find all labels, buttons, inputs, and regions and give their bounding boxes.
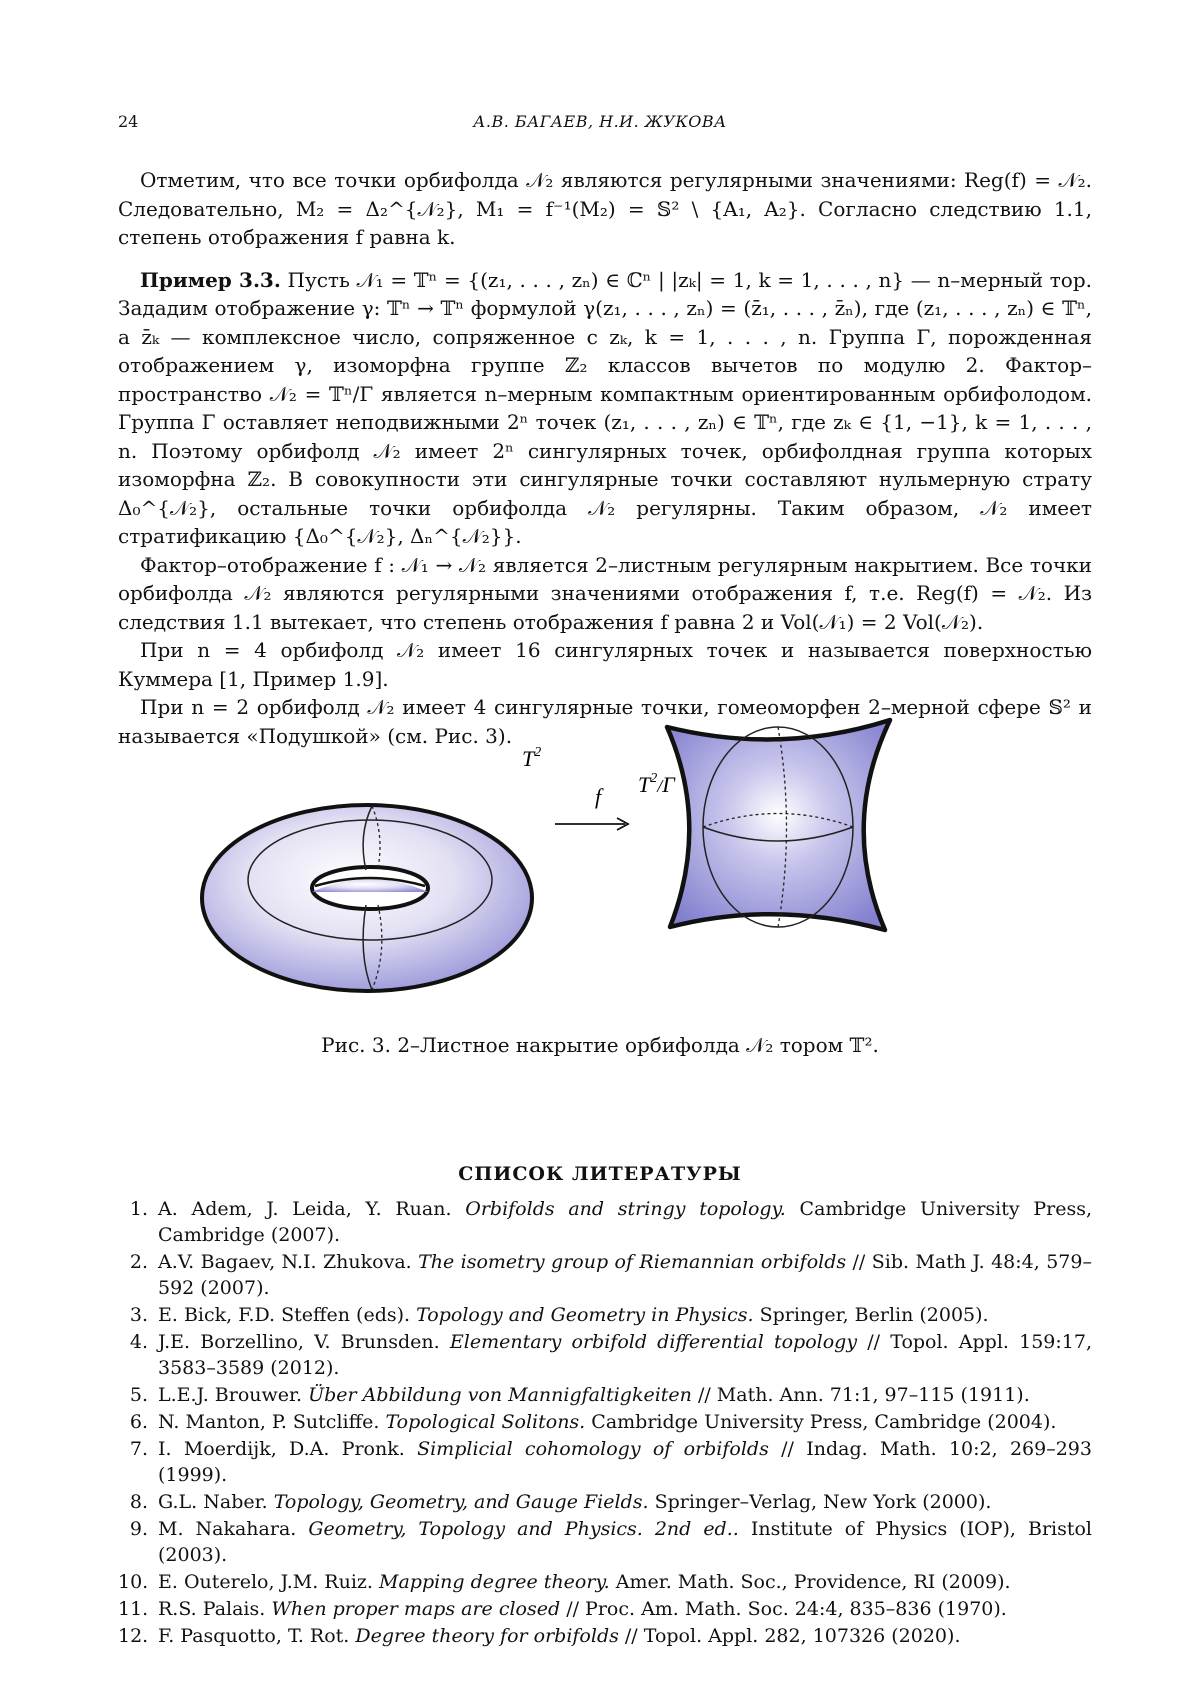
pillow-shape <box>667 720 890 930</box>
references-heading: СПИСОК ЛИТЕРАТУРЫ <box>458 1163 742 1185</box>
reference-authors: M. Nakahara. <box>158 1518 297 1540</box>
example-paragraph <box>118 266 1092 551</box>
references-list <box>118 1196 1092 1650</box>
reference-source: Amer. Math. Soc., Providence, RI (2009). <box>615 1571 1011 1593</box>
map-label: f <box>595 784 602 809</box>
reference-title: Topological Solitons. <box>385 1411 586 1433</box>
torus-shape <box>202 805 532 991</box>
reference-title: Elementary orbifold differential topology <box>449 1331 858 1353</box>
reference-authors: G.L. Naber. <box>158 1491 268 1513</box>
reference-title: Orbifolds and stringy topology. <box>465 1198 786 1220</box>
reference-number: 9. <box>129 1518 148 1540</box>
reference-number: 3. <box>129 1304 148 1326</box>
reference-number: 6. <box>129 1411 148 1433</box>
reference-title: Topology, Geometry, and Gauge Fields. <box>273 1491 649 1513</box>
reference-source: Cambridge University Press, Cambridge (2004). <box>591 1411 1057 1433</box>
torus-label: $T^2$ <box>522 745 542 771</box>
reference-source: Springer, Berlin (2005). <box>759 1304 989 1326</box>
reference-title: When proper maps are closed <box>271 1598 561 1620</box>
reference-number: 1. <box>129 1198 148 1220</box>
reference-title: Degree theory for orbifolds <box>355 1625 619 1647</box>
reference-number: 4. <box>129 1331 148 1353</box>
reference-item <box>118 1489 1092 1515</box>
reference-authors: A.V. Bagaev, N.I. Zhukova. <box>158 1251 412 1273</box>
reference-source: Springer–Verlag, New York (2000). <box>654 1491 992 1513</box>
reference-item <box>118 1409 1092 1435</box>
reference-source: // Topol. Appl. 282, 107326 (2020). <box>624 1625 961 1647</box>
map-arrow <box>555 818 628 830</box>
paragraph-3 <box>118 551 1092 637</box>
paragraph-1 <box>118 166 1092 252</box>
reference-title: Mapping degree theory. <box>379 1571 610 1593</box>
reference-authors: J.E. Borzellino, V. Brunsden. <box>158 1331 440 1353</box>
main-text <box>118 166 1092 750</box>
reference-item <box>118 1196 1092 1248</box>
reference-source: Institute of Physics (IOP), Bristol (2003). <box>158 1518 1093 1566</box>
paragraph-4-text: При n = 4 орбифолд 𝒩₂ имеет 16 сингулярных точек и называется поверхностью Куммера [1, Пример 1.9]. <box>118 638 1092 691</box>
reference-authors: E. Bick, F.D. Steffen (eds). <box>158 1304 411 1326</box>
reference-title: Topology and Geometry in Physics. <box>416 1304 754 1326</box>
reference-title: Über Abbildung von Mannigfaltigkeiten <box>308 1384 692 1406</box>
reference-item <box>118 1596 1092 1622</box>
reference-item <box>118 1569 1092 1595</box>
reference-authors: E. Outerelo, J.M. Ruiz. <box>158 1571 373 1593</box>
reference-source: Cambridge University Press, Cambridge (2007). <box>158 1198 1092 1246</box>
reference-source: // Topol. Appl. 159:17, 3583–3589 (2012). <box>158 1331 1092 1379</box>
reference-authors: I. Moerdijk, D.A. Pronk. <box>158 1438 405 1460</box>
reference-item <box>118 1436 1092 1488</box>
paragraph-5-text: При n = 2 орбифолд 𝒩₂ имеет 4 сингулярные точки, гомеоморфен 2–мерной сфере 𝕊² и называется «Подушкой» (см. Рис. 3). <box>118 695 1092 748</box>
reference-source: // Math. Ann. 71:1, 97–115 (1911). <box>697 1384 1030 1406</box>
page-number: 24 <box>118 112 139 131</box>
reference-item <box>118 1329 1092 1381</box>
reference-authors: R.S. Palais. <box>158 1598 266 1620</box>
reference-number: 7. <box>129 1438 148 1460</box>
reference-item <box>118 1249 1092 1301</box>
reference-number: 11. <box>118 1598 149 1620</box>
reference-authors: A. Adem, J. Leida, Y. Ruan. <box>158 1198 452 1220</box>
reference-number: 10. <box>118 1571 149 1593</box>
paragraph-5 <box>118 693 1092 750</box>
reference-number: 2. <box>129 1251 148 1273</box>
reference-number: 12. <box>118 1625 149 1647</box>
running-head-authors: А.В. БАГАЕВ, Н.И. ЖУКОВА <box>473 112 727 131</box>
reference-source: // Proc. Am. Math. Soc. 24:4, 835–836 (1970). <box>566 1598 1007 1620</box>
reference-item <box>118 1516 1092 1568</box>
figure-3 <box>200 745 980 1010</box>
figure-3-drawing <box>200 745 980 1010</box>
reference-title: Simplicial cohomology of orbifolds <box>417 1438 769 1460</box>
paragraph-4 <box>118 636 1092 693</box>
reference-title: The isometry group of Riemannian orbifolds <box>418 1251 847 1273</box>
reference-item <box>118 1623 1092 1649</box>
reference-authors: L.E.J. Brouwer. <box>158 1384 303 1406</box>
reference-number: 5. <box>129 1384 148 1406</box>
paragraph-1-text: Отметим, что все точки орбифолда 𝒩₂ являются регулярными значениями: Reg(f) = 𝒩₂. Следовательно, M₂ = Δ₂^{𝒩₂}, M₁ = f⁻¹(M₂) = 𝕊² \ {A₁, A₂}. Согласно следствию 1.1, степень отображения f равна k. <box>118 168 1092 249</box>
reference-authors: N. Manton, P. Sutcliffe. <box>158 1411 380 1433</box>
figure-caption: Рис. 3. 2–Листное накрытие орбифолда 𝒩₂ тором 𝕋². <box>321 1033 879 1057</box>
reference-number: 8. <box>129 1491 148 1513</box>
quotient-label: $T^2_/\Gamma$ <box>638 771 675 797</box>
reference-source: // Indag. Math. 10:2, 269–293 (1999). <box>158 1438 1092 1486</box>
reference-authors: F. Pasquotto, T. Rot. <box>158 1625 350 1647</box>
reference-item <box>118 1302 1092 1328</box>
reference-item <box>118 1382 1092 1408</box>
example-heading: Пример 3.3. <box>140 267 281 292</box>
running-head <box>118 112 1082 136</box>
reference-source: // Sib. Math J. 48:4, 579–592 (2007). <box>158 1251 1092 1299</box>
paragraph-3-text: Фактор–отображение f : 𝒩₁ → 𝒩₂ является 2–листным регулярным накрытием. Все точки орбифолда 𝒩₂ являются регулярными значениями отображения f, т.е. Reg(f) = 𝒩₂. Из следствия 1.1 вытекает, что степень отображения f равна 2 и Vol(𝒩₁) = 2 Vol(𝒩₂). <box>118 552 1092 634</box>
reference-title: Geometry, Topology and Physics. 2nd ed.. <box>308 1518 739 1540</box>
example-text: Пусть 𝒩₁ = 𝕋ⁿ = {(z₁, . . . , zₙ) ∈ ℂⁿ | |zₖ| = 1, k = 1, . . . , n} — n–мерный тор. Зададим отображение γ: 𝕋ⁿ → 𝕋ⁿ формулой γ(z₁, . . . , zₙ) = (z̄₁, . . . , z̄ₙ), где (z₁, . . . , zₙ) ∈ 𝕋ⁿ, а z̄ₖ — комплексное число, сопряженное с zₖ, k = 1, . . . , n. Группа Γ, порожденная отображением γ, изоморфна группе ℤ₂ классов вычетов по модулю 2. Фактор–пространство 𝒩₂ = 𝕋ⁿ/Γ является n–мерным компактным ориентированным орбифолодом. Группа Γ оставляет неподвижными 2ⁿ точек (z₁, . . . , zₙ) ∈ 𝕋ⁿ, где zₖ ∈ {1, −1}, k = 1, . . . , n. Поэтому орбифолд 𝒩₂ имеет 2ⁿ сингулярных точек, орбифолдная группа которых изоморфна ℤ₂. В совокупности эти сингулярные точки составляют нульмерную страту Δ₀^{𝒩₂}, остальные точки орбифолда 𝒩₂ регулярны. Таким образом, 𝒩₂ имеет стратификацию {Δ₀^{𝒩₂}, Δₙ^{𝒩₂}}. <box>118 267 1093 548</box>
